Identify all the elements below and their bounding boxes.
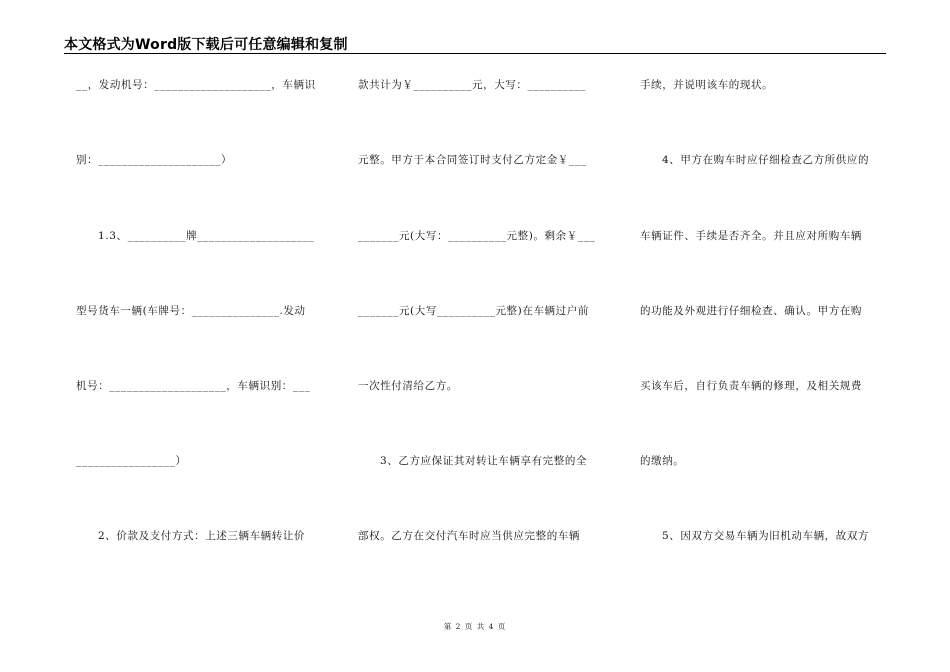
text-line: 别：_____________________） (76, 154, 233, 166)
text-line: 型号货车一辆(车牌号：_______________.发动 (76, 305, 306, 317)
text-line: 的功能及外观进行仔细检查、确认。甲方在购 (640, 305, 862, 317)
text-line: _______元(大写：__________元整)。剩余￥___ (358, 230, 596, 242)
text-line: 3、乙方应保证其对转让车辆享有完整的全 (380, 455, 588, 467)
text-line: _________________） (76, 455, 187, 467)
text-line: 一次性付清给乙方。 (358, 380, 458, 392)
text-line: 机号：____________________，车辆识别：___ (76, 380, 311, 392)
text-line: 元整。甲方于本合同签订时支付乙方定金￥___ (358, 154, 587, 166)
text-line: _______元(大写__________元整)在车辆过户前 (358, 305, 589, 317)
text-line: 4、甲方在购车时应仔细检查乙方所供应的 (662, 154, 870, 166)
text-line: 手续，并说明该车的现状。 (640, 79, 774, 91)
text-line: 2、价款及支付方式：上述三辆车辆转让价 (98, 530, 306, 542)
text-line: 车辆证件、手续是否齐全。并且应对所购车辆 (640, 230, 862, 242)
text-line: 5、因双方交易车辆为旧机动车辆，故双方 (662, 530, 870, 542)
page-header-title: 本文格式为Word版下载后可任意编辑和复制 (64, 37, 348, 53)
text-line: 的缴纳。 (640, 455, 685, 467)
text-line: 款共计为￥__________元，大写：__________ (358, 79, 586, 91)
text-line: __，发动机号：____________________，车辆识 (76, 79, 316, 91)
header-divider (64, 53, 886, 54)
page-number: 第 2 页 共 4 页 (443, 622, 507, 631)
page-header (64, 34, 886, 52)
text-line: 买该车后，自行负责车辆的修理，及相关规费 (640, 380, 862, 392)
text-line: 部权。乙方在交付汽车时应当供应完整的车辆 (358, 530, 580, 542)
text-line: 1.3、__________牌____________________ (98, 230, 315, 242)
